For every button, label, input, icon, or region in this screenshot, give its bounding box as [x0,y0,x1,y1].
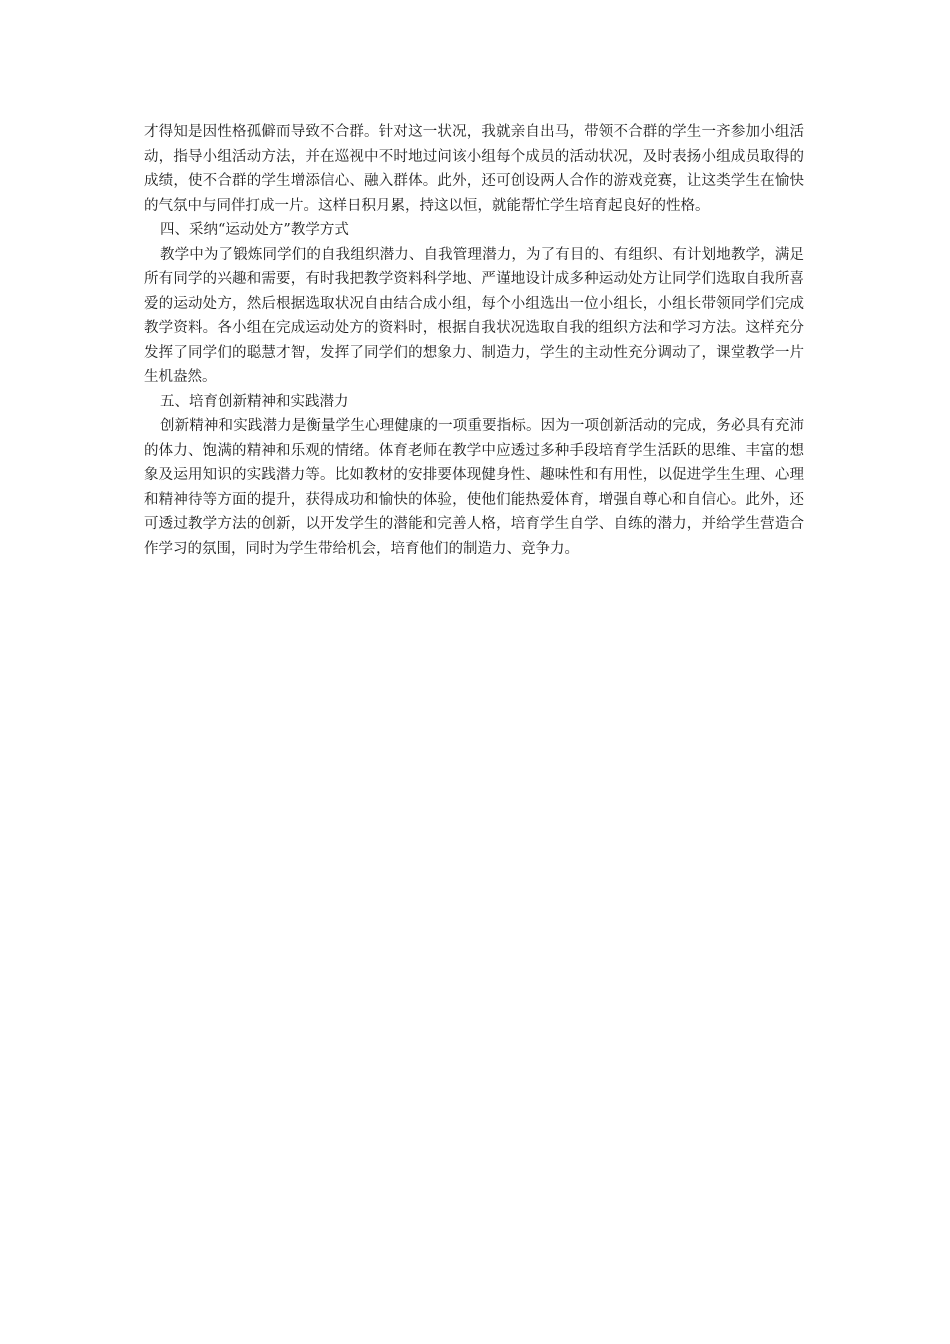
paragraph-exercise-prescription: 教学中为了锻炼同学们的自我组织潜力、自我管理潜力，为了有目的、有组织、有计划地教学，满足所有同学的兴趣和需要，有时我把教学资料科学地、严谨地设计成多种运动处方让同学们选取自我所喜爱的运动处方，然后根据选取状况自由结合成小组，每个小组选出一位小组长，小组长带领同学们完成教学资料。各小组在完成运动处方的资料时，根据自我状况选取自我的组织方法和学习方法。这样充分发挥了同学们的聪慧才智，发挥了同学们的想象力、制造力，学生的主动性充分调动了，课堂教学一片生机盎然。 [144,246,804,385]
paragraph-continuation: 才得知是因性格孤僻而导致不合群。针对这一状况，我就亲自出马，带领不合群的学生一齐参加小组活动，指导小组活动方法，并在巡视中不时地过问该小组每个成员的活动状况，及时表扬小组成员取得的成绩，使不合群的学生增添信心、融入群体。此外，还可创设两人合作的游戏竞赛，让这类学生在愉快的气氛中与同伴打成一片。这样日积月累，持这以恒，就能帮忙学生培育起良好的性格。 [144,124,804,214]
document-body [144,120,804,561]
section-heading-4: 四、采纳“运动处方”教学方式 [160,222,349,238]
section-heading-5: 五、培育创新精神和实践潜力 [160,393,349,410]
paragraph-innovation: 创新精神和实践潜力是衡量学生心理健康的一项重要指标。因为一项创新活动的完成，务必具有充沛的体力、饱满的精神和乐观的情绪。体育老师在教学中应透过多种手段培育学生活跃的思维、丰富的想象及运用知识的实践潜力等。比如教材的安排要体现健身性、趣味性和有用性，以促进学生生理、心理和精神待等方面的提升，获得成功和愉快的体验，使他们能热爱体育，增强自尊心和自信心。此外，还可透过教学方法的创新，以开发学生的潜能和完善人格，培育学生自学、自练的潜力，并给学生营造合作学习的氛围，同时为学生带给机会，培育他们的制造力、竞争力。 [144,418,804,557]
